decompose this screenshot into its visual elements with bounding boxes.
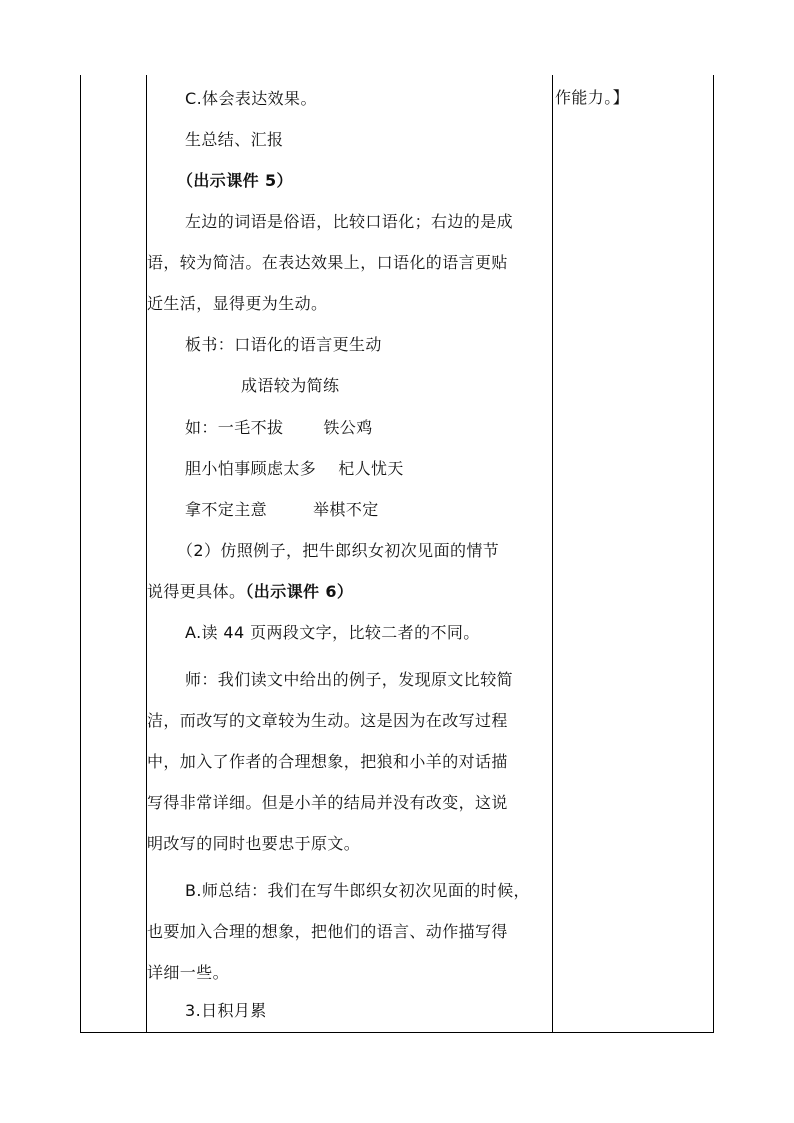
content-line: 明改写的同时也要忠于原文。 xyxy=(147,834,361,853)
courseware-ref: （出示课件 6） xyxy=(245,582,354,601)
content-line: 近生活，显得更为生动。 xyxy=(147,294,328,313)
table-border-bottom xyxy=(80,1032,714,1033)
lesson-content-cell xyxy=(147,75,552,1032)
content-line: B.师总结：我们在写牛郎织女初次见面的时候， xyxy=(185,881,530,900)
content-line-section-heading: 3.日积月累 xyxy=(185,1001,267,1020)
pair-colloquial: 拿不定主意 xyxy=(185,500,268,519)
pair-idiom: 杞人忧天 xyxy=(338,459,404,478)
content-line: 详细一些。 xyxy=(147,963,230,982)
table-border-left xyxy=(80,75,81,1033)
content-line-pair xyxy=(147,413,552,443)
content-line-pair xyxy=(147,454,552,484)
content-line: 洁，而改写的文章较为生动。这是因为在改写过程 xyxy=(147,711,508,730)
content-line: C.体会表达效果。 xyxy=(185,89,317,108)
content-line: 写得非常详细。但是小羊的结局并没有改变，这说 xyxy=(147,793,508,812)
content-line: （2）仿照例子，把牛郎织女初次见面的情节 xyxy=(177,541,500,560)
content-line: 语，较为简洁。在表达效果上，口语化的语言更贴 xyxy=(147,253,508,272)
content-line: 也要加入合理的想象，把他们的语言、动作描写得 xyxy=(147,922,508,941)
pair-colloquial: 如：一毛不拔 xyxy=(185,418,284,437)
content-line: 师：我们读文中给出的例子，发现原文比较简 xyxy=(185,670,514,689)
table-border-col2 xyxy=(552,75,553,1033)
content-line: A.读 44 页两段文字，比较二者的不同。 xyxy=(185,623,480,642)
content-line-board-note: 板书：口语化的语言更生动 xyxy=(185,335,382,354)
pair-idiom: 举棋不定 xyxy=(313,500,379,519)
content-line: 生总结、汇报 xyxy=(185,130,284,149)
right-column-text: 作能力。】 xyxy=(555,88,630,107)
content-line-courseware-ref: （出示课件 5） xyxy=(177,171,293,190)
pair-colloquial: 胆小怕事顾虑太多 xyxy=(185,459,317,478)
table-border-right xyxy=(713,75,714,1033)
content-text: 说得更具体。 xyxy=(147,582,246,601)
content-line-board-note: 成语较为简练 xyxy=(241,376,340,395)
pair-idiom: 铁公鸡 xyxy=(323,418,373,437)
content-line: 左边的词语是俗语，比较口语化；右边的是成 xyxy=(185,212,514,231)
content-line: 中，加入了作者的合理想象，把狼和小羊的对话描 xyxy=(147,752,508,771)
content-line-pair xyxy=(147,495,552,525)
content-line xyxy=(147,577,552,607)
